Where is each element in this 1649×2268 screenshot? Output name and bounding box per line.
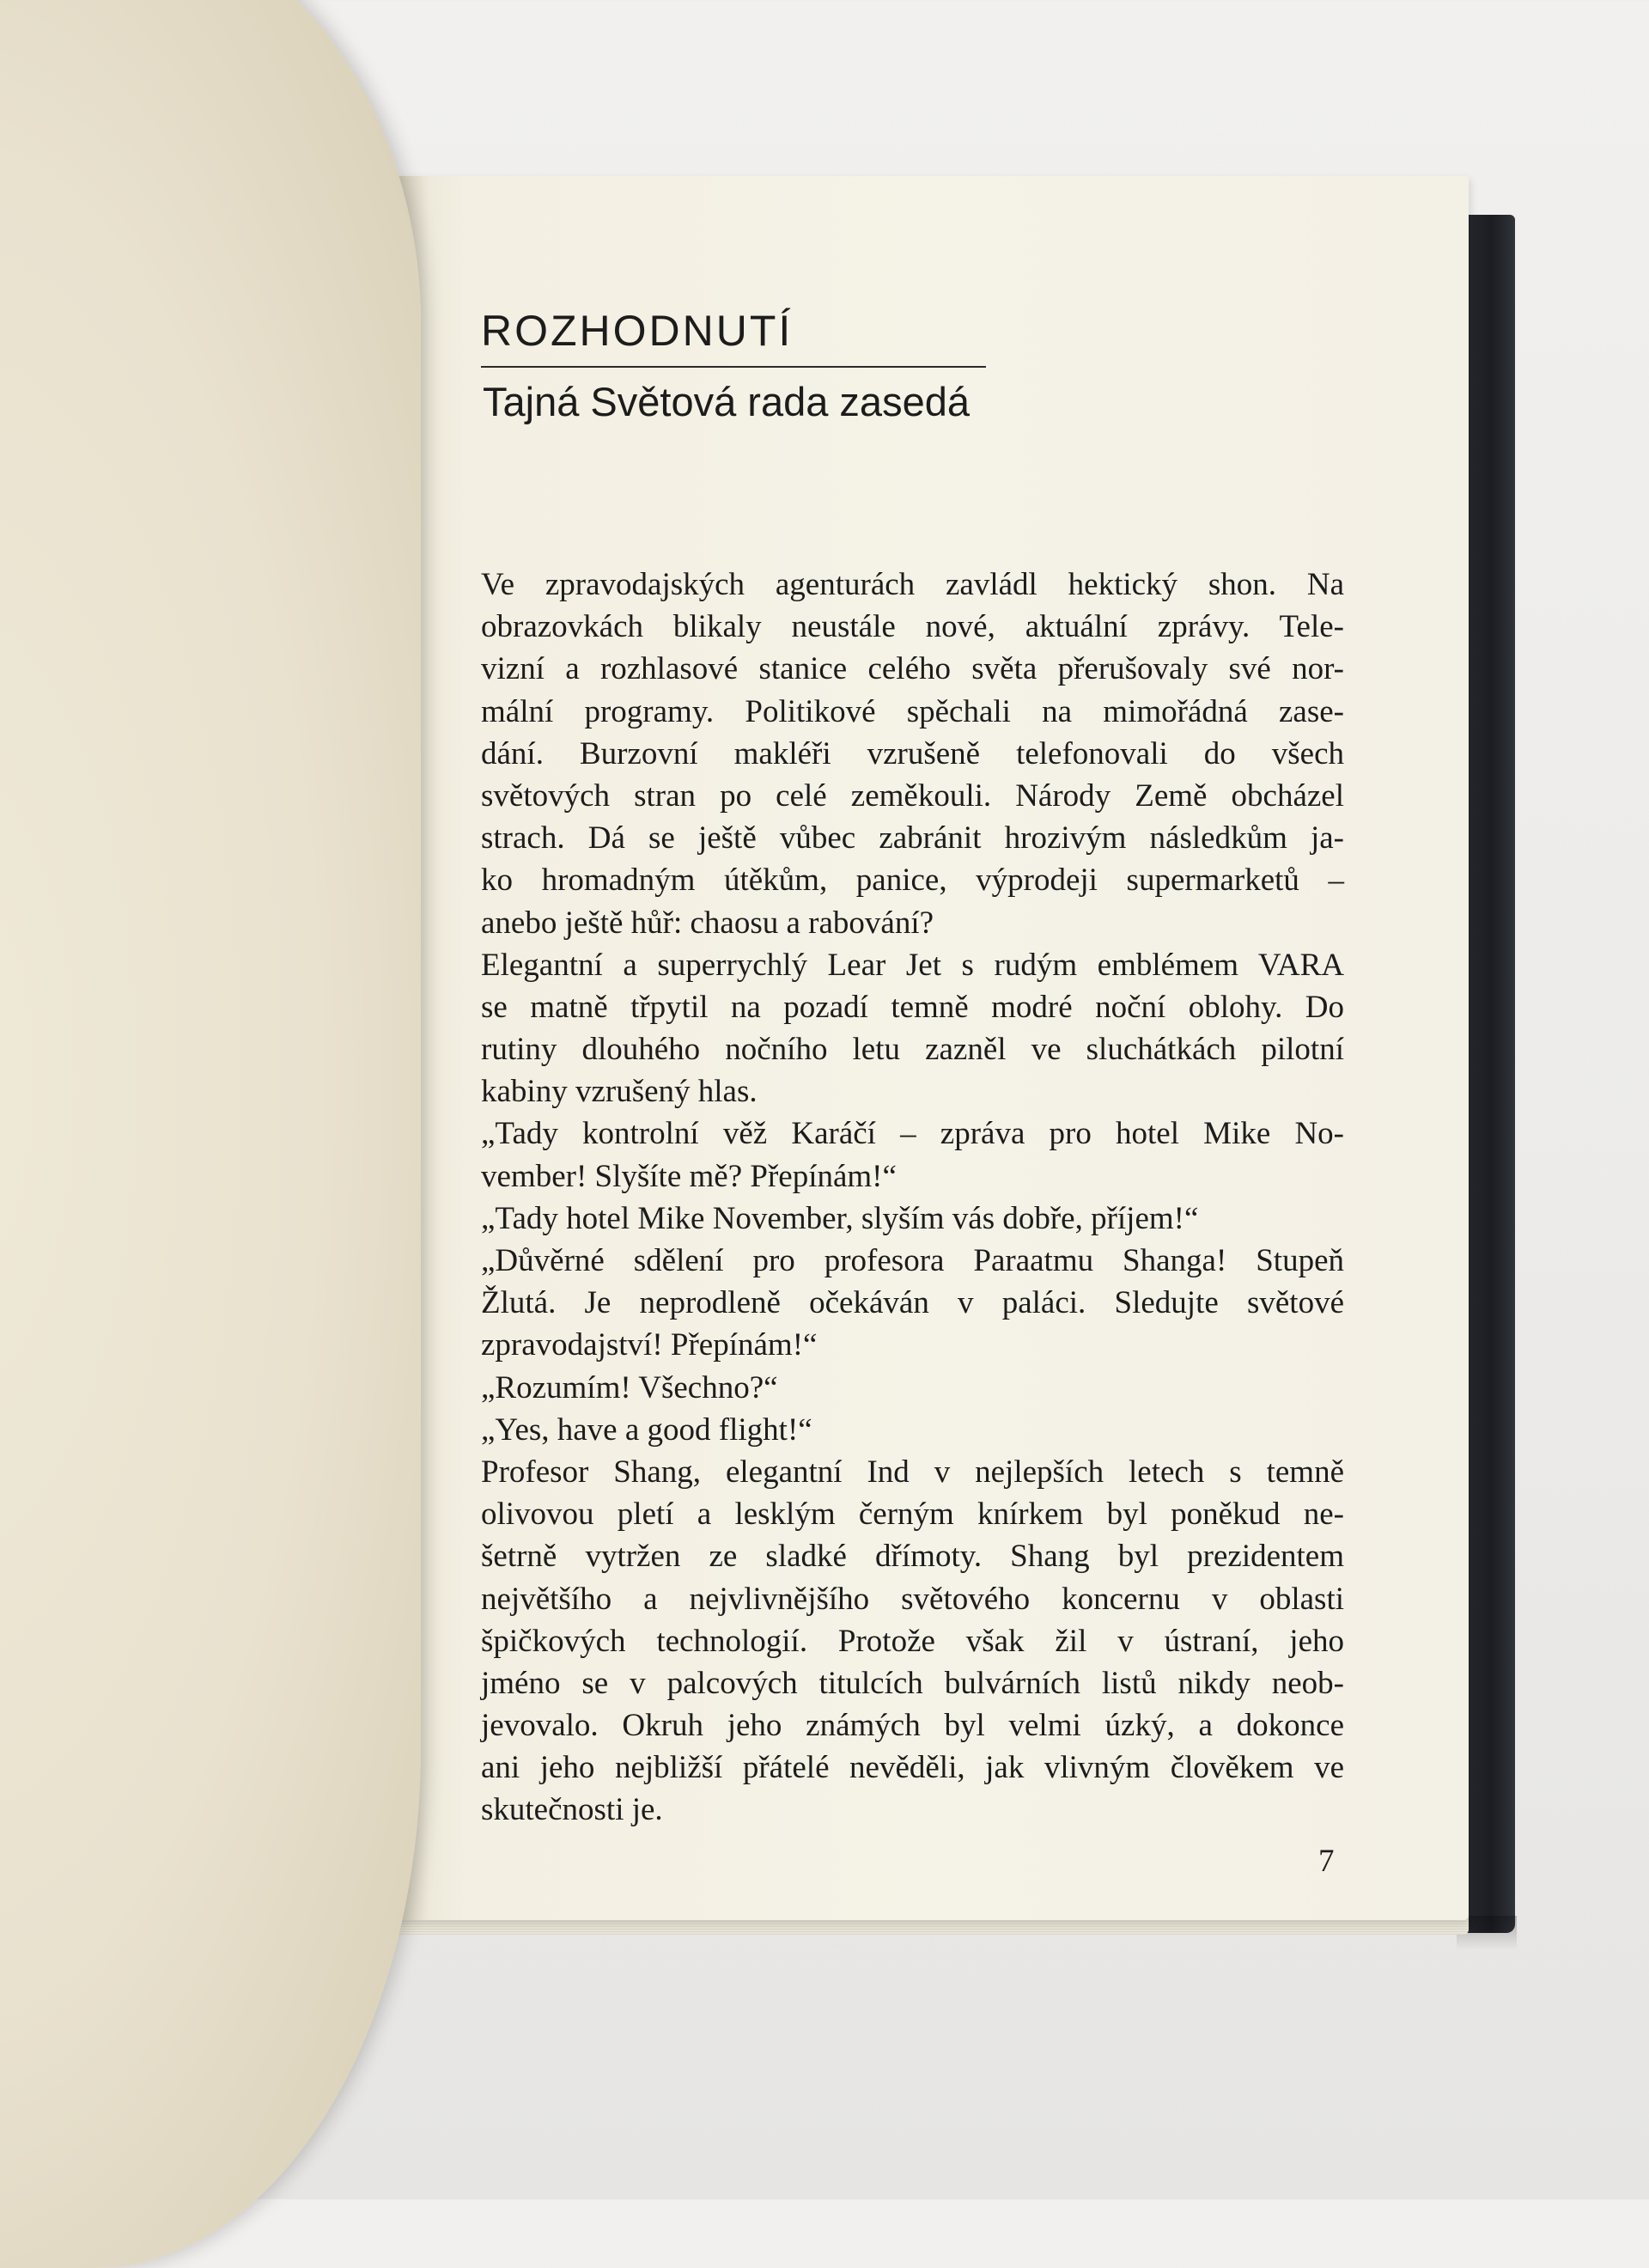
chapter-title: ROZHODNUTÍ [481, 307, 794, 355]
text-line: ani jeho nejbližší přátelé nevěděli, jak vlivným člověkem ve [481, 1750, 1344, 1786]
text-line: vember! Slyšíte mě? Přepínám!“ [481, 1158, 897, 1194]
title-underline [481, 366, 986, 368]
text-line: světových stran po celé zeměkouli. Národy Země obcházel [481, 777, 1344, 814]
text-line: ko hromadným útěkům, panice, výprodeji supermarketů – [481, 863, 1344, 899]
text-line: Elegantní a superrychlý Lear Jet s rudým emblémem VARA [481, 947, 1344, 983]
text-line: mální programy. Politikové spěchali na mimořádná zase- [481, 693, 1344, 729]
text-line: „Yes, have a good flight!“ [481, 1411, 812, 1448]
text-line: se matně třpytil na pozadí temně modré noční oblohy. Do [481, 989, 1344, 1025]
page-number: 7 [1318, 1844, 1335, 1879]
text-line: šetrně vytržen ze sladké dřímoty. Shang byl prezidentem [481, 1539, 1344, 1575]
text-line: „Tady kontrolní věž Karáčí – zpráva pro hotel Mike No- [481, 1116, 1344, 1152]
text-line: největšího a nejvlivnějšího světového koncernu v oblasti [481, 1581, 1344, 1617]
text-line: jevovalo. Okruh jeho známých byl velmi úzký, a dokonce [481, 1708, 1344, 1744]
left-book-page-curl [0, 0, 421, 2268]
text-line: špičkových technologií. Protože však žil v ústraní, jeho [481, 1623, 1344, 1659]
text-line: vizní a rozhlasové stanice celého světa přerušovaly své nor- [481, 651, 1344, 687]
body-text [481, 564, 1344, 1832]
text-line: strach. Dá se ještě vůbec zabránit hrozivým následkům ja- [481, 820, 1344, 857]
text-line: dání. Burzovní makléři vzrušeně telefonovali do všech [481, 735, 1344, 771]
text-line: „Tady hotel Mike November, slyším vás dobře, příjem!“ [481, 1200, 1199, 1236]
text-line: jméno se v palcových titulcích bulvárních listů nikdy neob- [481, 1665, 1344, 1701]
text-line: anebo ještě hůř: chaosu a rabování? [481, 905, 934, 941]
text-line: zpravodajství! Přepínám!“ [481, 1327, 818, 1363]
text-line: Žlutá. Je neprodleně očekáván v paláci. Sledujte světové [481, 1285, 1344, 1321]
text-line: „Důvěrné sdělení pro profesora Paraatmu Shanga! Stupeň [481, 1243, 1344, 1278]
text-line: rutiny dlouhého nočního letu zazněl ve sluchátkách pilotní [481, 1032, 1344, 1068]
text-line: „Rozumím! Všechno?“ [481, 1369, 778, 1405]
text-line: skutečnosti je. [481, 1792, 663, 1828]
text-line: kabiny vzrušený hlas. [481, 1074, 758, 1110]
chapter-subtitle: Tajná Světová rada zasedá [483, 379, 970, 424]
text-line: Profesor Shang, elegantní Ind v nejlepších letech s temně [481, 1454, 1344, 1490]
text-line: obrazovkách blikaly neustále nové, aktuální zprávy. Tele- [481, 609, 1344, 645]
text-line: olivovou pletí a lesklým černým knírkem byl poněkud ne- [481, 1497, 1344, 1533]
text-line: Ve zpravodajských agenturách zavládl hektický shon. Na [481, 567, 1344, 602]
